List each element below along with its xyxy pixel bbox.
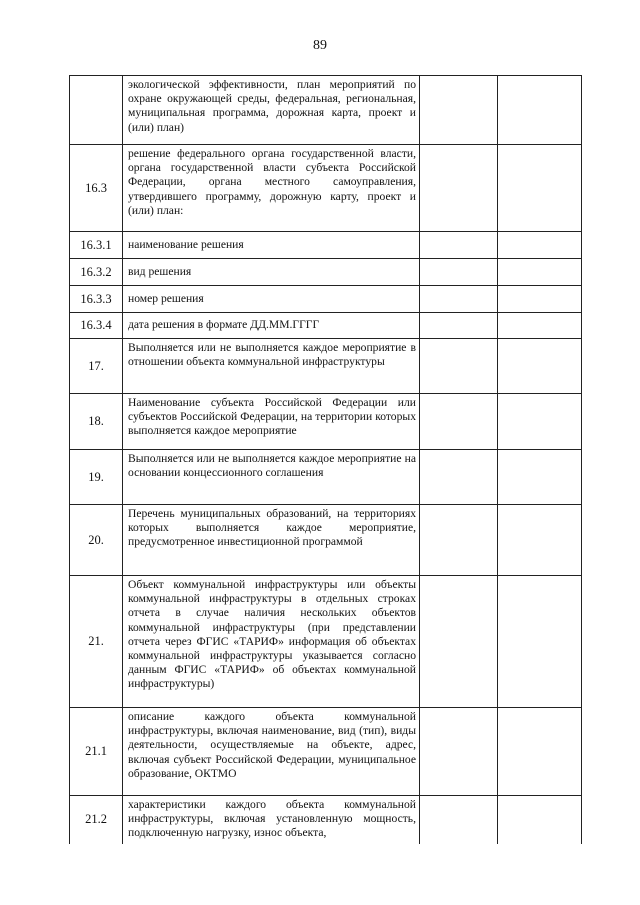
report-form-table — [69, 75, 582, 844]
table-row — [70, 259, 582, 286]
row-number: 16.3.3 — [70, 286, 123, 313]
row-number: 20. — [70, 505, 123, 576]
value-cell — [498, 339, 582, 394]
row-number: 21.2 — [70, 796, 123, 844]
value-cell — [498, 232, 582, 259]
row-description: характеристики каждого объекта коммунальной инфраструктуры, включая установленную мощность, подключенную нагрузку, износ объекта, — [123, 796, 420, 844]
value-cell — [498, 394, 582, 450]
row-number: 21. — [70, 576, 123, 708]
value-cell — [498, 708, 582, 796]
value-cell — [498, 286, 582, 313]
row-description: решение федерального органа государственной власти, органа государственной власти субъекта Российской Федерации, органа местного самоуправления, утвердившего программу, дорожную карту, проект и (или) план: — [123, 145, 420, 232]
value-cell — [498, 576, 582, 708]
value-cell — [420, 286, 498, 313]
value-cell — [420, 259, 498, 286]
row-number: 16.3.2 — [70, 259, 123, 286]
row-description: вид решения — [123, 259, 420, 286]
table-row — [70, 286, 582, 313]
row-description: номер решения — [123, 286, 420, 313]
value-cell — [498, 505, 582, 576]
value-cell — [498, 450, 582, 505]
row-description: Наименование субъекта Российской Федерации или субъектов Российской Федерации, на территории которых выполняется каждое мероприятие — [123, 394, 420, 450]
table-row — [70, 313, 582, 339]
value-cell — [498, 145, 582, 232]
table-row — [70, 145, 582, 232]
value-cell — [420, 76, 498, 145]
value-cell — [498, 796, 582, 844]
value-cell — [498, 313, 582, 339]
row-number: 16.3.1 — [70, 232, 123, 259]
row-description: Выполняется или не выполняется каждое мероприятие на основании концессионного соглашения — [123, 450, 420, 505]
table-row — [70, 394, 582, 450]
table-row — [70, 450, 582, 505]
row-description: Перечень муниципальных образований, на территориях которых выполняется каждое мероприятие, предусмотренное инвестиционной программой — [123, 505, 420, 576]
row-number: 17. — [70, 339, 123, 394]
table-row — [70, 576, 582, 708]
row-number: 19. — [70, 450, 123, 505]
table-row — [70, 339, 582, 394]
row-description: дата решения в формате ДД.ММ.ГГГГ — [123, 313, 420, 339]
value-cell — [420, 505, 498, 576]
value-cell — [420, 394, 498, 450]
value-cell — [420, 708, 498, 796]
row-description: наименование решения — [123, 232, 420, 259]
row-number: 16.3.4 — [70, 313, 123, 339]
value-cell — [420, 232, 498, 259]
row-description: экологической эффективности, план мероприятий по охране окружающей среды, федеральная, региональная, муниципальная программа, дорожная карта, проект и (или) план) — [123, 76, 420, 145]
row-description: Выполняется или не выполняется каждое мероприятие в отношении объекта коммунальной инфраструктуры — [123, 339, 420, 394]
value-cell — [498, 259, 582, 286]
page-number: 89 — [313, 38, 327, 53]
table-row — [70, 232, 582, 259]
table-row — [70, 708, 582, 796]
value-cell — [420, 339, 498, 394]
row-description: описание каждого объекта коммунальной инфраструктуры, включая наименование, вид (тип), виды деятельности, осуществляемые на объекте, адрес, включая субъект Российской Федерации, муниципальное образование, ОКТМО — [123, 708, 420, 796]
value-cell — [420, 145, 498, 232]
row-number — [70, 76, 123, 145]
table-row — [70, 76, 582, 145]
table-row — [70, 796, 582, 844]
value-cell — [420, 796, 498, 844]
value-cell — [420, 313, 498, 339]
row-number: 21.1 — [70, 708, 123, 796]
row-description: Объект коммунальной инфраструктуры или объекты коммунальной инфраструктуры в отдельных строках отчета в случае наличия нескольких объектов коммунальной инфраструктуры (при представлении отчета через ФГИС «ТАРИФ» информация об объектах коммунальной инфраструктуры указывается согласно данным ФГИС «ТАРИФ» об объектах коммунальной инфраструктуры) — [123, 576, 420, 708]
table-row — [70, 505, 582, 576]
row-number: 18. — [70, 394, 123, 450]
value-cell — [420, 576, 498, 708]
value-cell — [420, 450, 498, 505]
row-number: 16.3 — [70, 145, 123, 232]
value-cell — [498, 76, 582, 145]
